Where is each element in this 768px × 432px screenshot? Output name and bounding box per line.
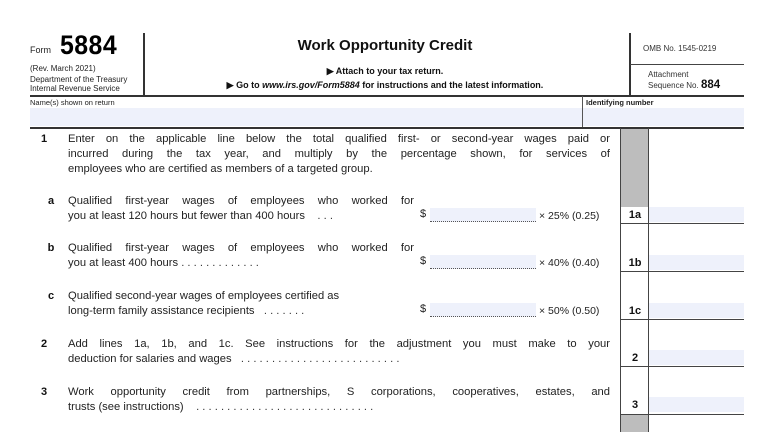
- omb-divider: [630, 64, 744, 65]
- attachment-sequence: [648, 70, 720, 91]
- form-title: Work Opportunity Credit: [297, 37, 473, 54]
- line-1a-text-2: you at least 120 hours but fewer than 400 hours: [68, 210, 305, 222]
- line-3-number: 3: [40, 386, 48, 398]
- line-1c-letter: c: [47, 290, 55, 302]
- line-1b-text: [68, 241, 414, 271]
- name-field-label: Name(s) shown on return: [30, 98, 115, 107]
- leader-dots: . . . . . . . . . . . . . . . . . . . . . . . . . .: [240, 353, 400, 365]
- leader-dots: . . . . . . . . . . . . . . . . . . . . . . . . . . . . .: [196, 401, 374, 413]
- line-1b-multiplier: × 40% (0.40): [539, 257, 600, 269]
- line-1c-amount-input[interactable]: [649, 303, 744, 318]
- goto-prefix: ▶ Go to: [226, 80, 263, 90]
- goto-suffix: for instructions and the latest information.: [359, 80, 544, 90]
- line-1c-text-1: Qualified second-year wages of employees certified as: [68, 290, 340, 302]
- line-1-text-1: Enter on the applicable line below the total qualified first- or second-year wages paid or: [68, 133, 610, 145]
- department-line-1: Department of the Treasury: [30, 75, 128, 84]
- line-1-number: 1: [40, 133, 48, 145]
- line-1b-rule: [620, 271, 744, 272]
- line-1c-wages-input[interactable]: [430, 303, 536, 317]
- leader-dots: . . . . . . . . . . . . .: [181, 257, 259, 269]
- line-1c-currency: $: [420, 303, 427, 315]
- header-bottom-rule: [30, 95, 744, 97]
- line-2-amount-input[interactable]: [649, 350, 744, 365]
- name-input[interactable]: [30, 108, 582, 126]
- line-1b-amount-input[interactable]: [649, 255, 744, 270]
- line-3-text-1: Work opportunity credit from partnerships, S corporations, cooperatives, estates, and: [68, 386, 610, 398]
- box-1c-label: 1c: [628, 305, 642, 317]
- department-line-2: Internal Revenue Service: [30, 84, 120, 93]
- identifying-number-label: Identifying number: [586, 98, 654, 107]
- line-1c-multiplier: × 50% (0.50): [539, 305, 600, 317]
- line-1b-text-1: Qualified first-year wages of employees who worked for: [68, 242, 414, 254]
- attach-instruction: ▶ Attach to your tax return.: [326, 66, 444, 76]
- form-label: Form: [30, 45, 51, 55]
- line-2-text: [68, 337, 610, 367]
- line-1a-multiplier: × 25% (0.25): [539, 210, 600, 222]
- identifying-number-input[interactable]: [583, 108, 744, 126]
- form-revision: (Rev. March 2021): [30, 64, 96, 73]
- line-1c-rule: [620, 319, 744, 320]
- box-column-right-rule: [648, 128, 649, 432]
- line-1a-wages-input[interactable]: [430, 208, 536, 222]
- attachment-label: Attachment: [648, 70, 689, 79]
- issuing-department: [30, 75, 127, 93]
- line-3-amount-input[interactable]: [649, 397, 744, 412]
- line-1a-currency: $: [420, 208, 427, 220]
- shaded-cell-bottom: [621, 415, 648, 432]
- line-1c-text: [68, 289, 414, 319]
- sequence-label: Sequence No.: [648, 81, 699, 90]
- shaded-cell-line1: [621, 129, 648, 207]
- line-2-number: 2: [40, 338, 48, 350]
- line-1c-text-2: long-term family assistance recipients: [68, 305, 255, 317]
- line-1a-amount-input[interactable]: [649, 207, 744, 222]
- line-1-text-3: employees who are certified as members of a targeted group.: [68, 163, 373, 175]
- header-divider-left: [143, 33, 145, 96]
- line-1b-letter: b: [47, 242, 55, 254]
- line-1-text-2: incurred during the tax year, and multiply by the percentage shown, for services of: [68, 148, 610, 160]
- line-1a-text-1: Qualified first-year wages of employees who worked for: [68, 195, 414, 207]
- irs-url-link[interactable]: www.irs.gov/Form5884: [262, 80, 360, 90]
- line-2-text-1: Add lines 1a, 1b, and 1c. See instructions for the adjustment you must make to your: [68, 338, 610, 350]
- line-3-text-2: trusts (see instructions): [68, 401, 184, 413]
- line-1a-rule: [620, 223, 744, 224]
- line-1b-wages-input[interactable]: [430, 255, 536, 269]
- line-1b-currency: $: [420, 255, 427, 267]
- line-1a-letter: a: [47, 195, 55, 207]
- line-3-rule: [620, 414, 744, 415]
- omb-number: OMB No. 1545-0219: [643, 44, 717, 53]
- leader-dots: . . . . . . .: [263, 305, 305, 317]
- box-1b-label: 1b: [628, 257, 642, 269]
- box-2-label: 2: [631, 352, 639, 364]
- box-1a-label: 1a: [628, 209, 642, 221]
- line-2-text-2: deduction for salaries and wages: [68, 353, 232, 365]
- instructions-link-line: [150, 80, 620, 91]
- line-1a-text: [68, 194, 414, 224]
- form-number: 5884: [60, 30, 118, 60]
- line-1-text: [68, 132, 610, 177]
- line-3-text: [68, 385, 610, 415]
- line-2-rule: [620, 366, 744, 367]
- box-3-label: 3: [631, 399, 639, 411]
- leader-dots: . . .: [317, 210, 333, 222]
- sequence-number: 884: [700, 79, 721, 91]
- line-1b-text-2: you at least 400 hours: [68, 257, 179, 269]
